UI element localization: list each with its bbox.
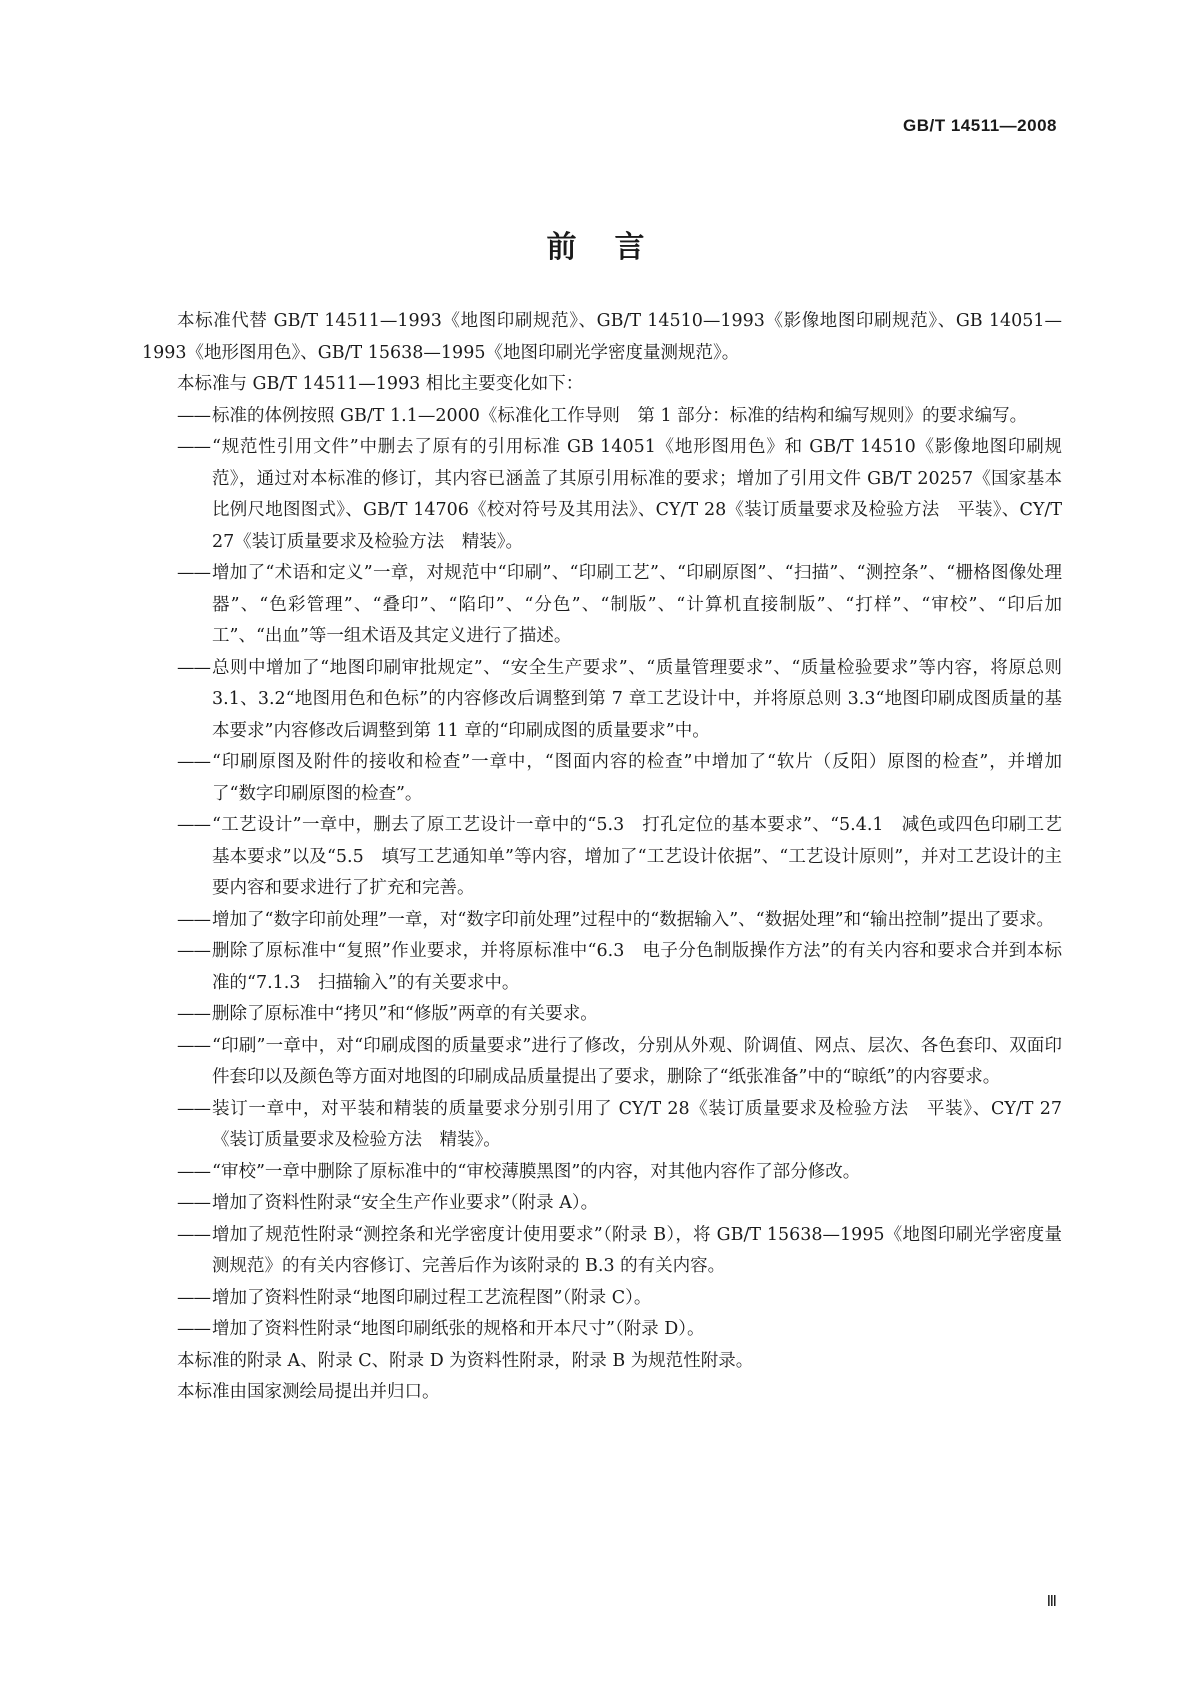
list-item bbox=[142, 1094, 1062, 1157]
dash-marker: —— bbox=[177, 1161, 210, 1182]
dash-marker: —— bbox=[177, 909, 210, 930]
list-item-text: “工艺设计”一章中，删去了原工艺设计一章中的“5.3 打孔定位的基本要求”、“5.4.1 减色或四色印刷工艺基本要求”以及“5.5 填写工艺通知单”等内容，增加了“工艺设计依据”、“工艺设计原则”，并对工艺设计的主要内容和要求进行了扩充和完善。 bbox=[212, 815, 1062, 898]
list-item-text: 删除了原标准中“拷贝”和“修版”两章的有关要求。 bbox=[212, 1004, 598, 1024]
dash-marker: —— bbox=[177, 1098, 210, 1119]
page-title: 前言 bbox=[546, 230, 683, 265]
dash-marker: —— bbox=[177, 941, 210, 961]
dash-marker: —— bbox=[177, 1004, 210, 1024]
list-item-text: 总则中增加了“地图印刷审批规定”、“安全生产要求”、“质量管理要求”、“质量检验要求”等内容，将原总则 3.1、3.2“地图用色和色标”的内容修改后调整到第 7 章工艺设计中，并将原总则 3.3“地图印刷成图质量的基本要求”内容修改后调整到第 11 章的“印刷成图的质量要求”中。 bbox=[212, 657, 1062, 741]
dash-marker: —— bbox=[177, 1193, 210, 1213]
intro-paragraph: 本标准与 GB/T 14511—1993 相比主要变化如下： bbox=[177, 374, 584, 394]
foreword-body bbox=[142, 306, 1062, 1409]
dash-marker: —— bbox=[177, 1287, 210, 1308]
list-item bbox=[142, 810, 1062, 905]
list-item-text: 删除了原标准中“复照”作业要求，并将原标准中“6.3 电子分色制版操作方法”的有关内容和要求合并到本标准的“7.1.3 扫描输入”的有关要求中。 bbox=[212, 941, 1062, 993]
list-item-text: “审校”一章中删除了原标准中的“审校薄膜黑图”的内容，对其他内容作了部分修改。 bbox=[212, 1161, 861, 1182]
page-number: Ⅲ bbox=[1046, 1592, 1057, 1610]
list-item-text: 增加了“术语和定义”一章，对规范中“印刷”、“印刷工艺”、“印刷原图”、“扫描”、“测控条”、“栅格图像处理器”、“色彩管理”、“叠印”、“陷印”、“分色”、“制版”、“计算机直接制版”、“打样”、“审校”、“印后加工”、“出血”等一组术语及其定义进行了描述。 bbox=[212, 563, 1062, 646]
standard-number: GB/T 14511—2008 bbox=[903, 116, 1057, 135]
list-item-text: “印刷”一章中，对“印刷成图的质量要求”进行了修改，分别从外观、阶调值、网点、层次、各色套印、双面印件套印以及颜色等方面对地图的印刷成品质量提出了要求，删除了“纸张准备”中的“晾纸”的内容要求。 bbox=[212, 1035, 1062, 1087]
list-item bbox=[142, 432, 1062, 558]
dash-marker: —— bbox=[177, 657, 210, 678]
list-item bbox=[142, 558, 1062, 653]
list-item bbox=[142, 1031, 1062, 1094]
list-item-text: “规范性引用文件”中删去了原有的引用标准 GB 14051《地形图用色》和 GB/T 14510《影像地图印刷规范》，通过对本标准的修订，其内容已涵盖了其原引用标准的要求；增加了引用文件 GB/T 20257《国家基本比例尺地图图式》、GB/T 14706《校对符号及其用法》、CY/T 28《装订质量要求及检验方法 平装》、CY/T 27《装订质量要求及检验方法 精装》。 bbox=[212, 437, 1062, 552]
dash-marker: —— bbox=[177, 752, 210, 772]
list-item bbox=[142, 1314, 1062, 1346]
list-item bbox=[142, 653, 1062, 748]
list-item-text: 增加了规范性附录“测控条和光学密度计使用要求”（附录 B），将 GB/T 15638—1995《地图印刷光学密度量测规范》的有关内容修订、完善后作为该附录的 B.3 的有关内容。 bbox=[212, 1224, 1062, 1276]
dash-marker: —— bbox=[177, 405, 210, 426]
dash-marker: —— bbox=[177, 815, 210, 835]
list-item-text: 增加了资料性附录“地图印刷过程工艺流程图”（附录 C）。 bbox=[212, 1287, 652, 1308]
changes-list bbox=[142, 401, 1062, 1346]
list-item bbox=[142, 905, 1062, 937]
list-item bbox=[142, 1157, 1062, 1189]
list-item-text: 增加了资料性附录“地图印刷纸张的规格和开本尺寸”（附录 D）。 bbox=[212, 1319, 705, 1339]
list-item-text: 增加了资料性附录“安全生产作业要求”（附录 A）。 bbox=[212, 1193, 599, 1213]
dash-marker: —— bbox=[177, 1319, 210, 1339]
dash-marker: —— bbox=[177, 563, 210, 583]
list-item-text: 装订一章中，对平装和精装的质量要求分别引用了 CY/T 28《装订质量要求及检验方法 平装》、CY/T 27《装订质量要求及检验方法 精装》。 bbox=[212, 1098, 1062, 1150]
list-item-text: 增加了“数字印前处理”一章，对“数字印前处理”过程中的“数据输入”、“数据处理”和“输出控制”提出了要求。 bbox=[212, 909, 1054, 930]
dash-marker: —— bbox=[177, 437, 210, 457]
closing-paragraph: 本标准由国家测绘局提出并归口。 bbox=[177, 1382, 440, 1402]
list-item bbox=[142, 747, 1062, 810]
intro-paragraph: 本标准代替 GB/T 14511—1993《地图印刷规范》、GB/T 14510—1993《影像地图印刷规范》、GB 14051—1993《地形图用色》、GB/T 15638—1995《地图印刷光学密度量测规范》。 bbox=[142, 311, 1062, 363]
dash-marker: —— bbox=[177, 1035, 210, 1056]
list-item bbox=[142, 1283, 1062, 1315]
list-item bbox=[142, 1188, 1062, 1220]
list-item bbox=[142, 936, 1062, 999]
list-item-text: 标准的体例按照 GB/T 1.1—2000《标准化工作导则 第 1 部分：标准的结构和编写规则》的要求编写。 bbox=[212, 405, 1028, 426]
list-item bbox=[142, 999, 1062, 1031]
closing-paragraph: 本标准的附录 A、附录 C、附录 D 为资料性附录，附录 B 为规范性附录。 bbox=[177, 1350, 754, 1371]
dash-marker: —— bbox=[177, 1224, 210, 1245]
list-item bbox=[142, 401, 1062, 433]
list-item bbox=[142, 1220, 1062, 1283]
list-item-text: “印刷原图及附件的接收和检查”一章中，“图面内容的检查”中增加了“软片（反阳）原图的检查”，并增加了“数字印刷原图的检查”。 bbox=[212, 752, 1062, 804]
